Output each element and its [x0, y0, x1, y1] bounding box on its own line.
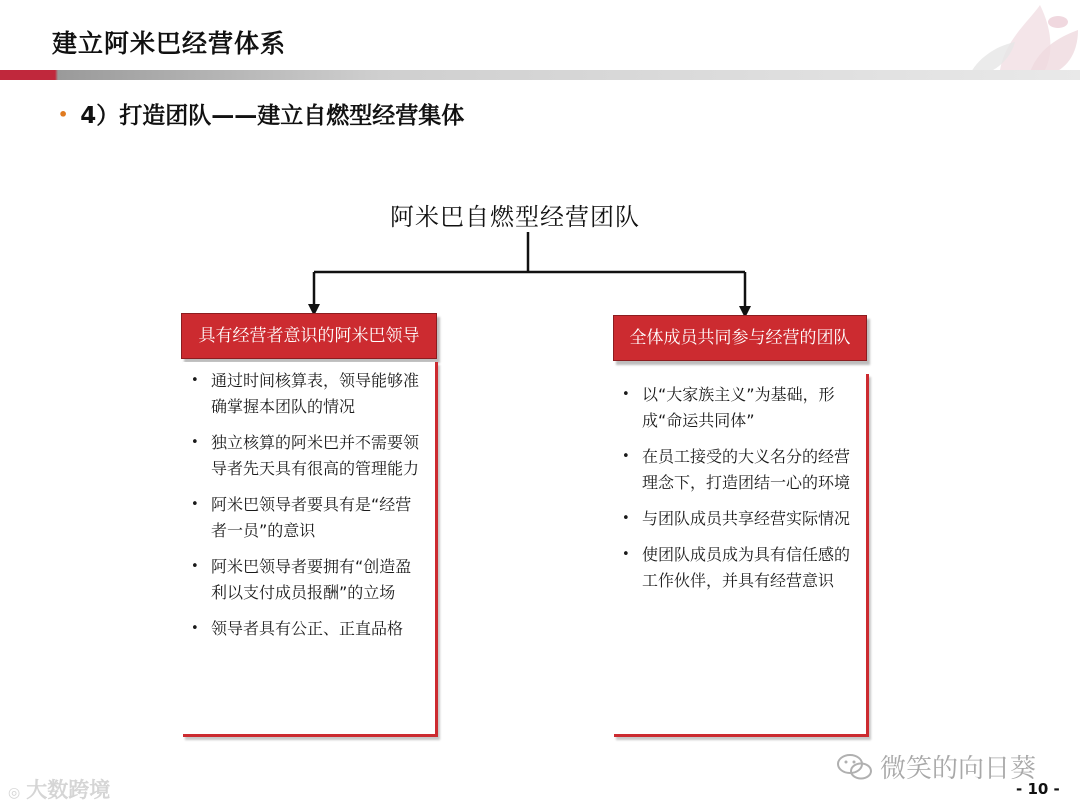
- page-number: - 10 -: [1016, 780, 1060, 798]
- left-item-list: [183, 362, 435, 642]
- list-item: • 阿米巴领导者要拥有“创造盈利以支付成员报酬”的立场: [183, 554, 425, 606]
- right-box-heading: 全体成员共同参与经营的团队: [613, 315, 867, 361]
- bullet-marker: •: [622, 511, 630, 526]
- slide-title: 建立阿米巴经营体系: [52, 29, 287, 58]
- left-box-heading: 具有经营者意识的阿米巴领导: [181, 313, 437, 359]
- wechat-account-name: 微笑的向日葵: [880, 754, 1037, 784]
- watermark-logo-icon: ◎: [8, 785, 21, 801]
- right-item-list: [614, 374, 866, 594]
- list-item: • 使团队成员成为具有信任感的工作伙伴，并具有经营意识: [614, 542, 856, 594]
- subtitle-bullet: •: [58, 105, 69, 124]
- list-item: • 独立核算的阿米巴并不需要领导者先天具有很高的管理能力: [183, 430, 425, 482]
- list-item: • 在员工接受的大义名分的经营理念下，打造团结一心的环境: [614, 444, 856, 496]
- list-item: • 领导者具有公正、正直品格: [183, 616, 425, 642]
- bullet-marker: •: [622, 387, 630, 402]
- diagram-root-title: 阿米巴自燃型经营团队: [390, 203, 640, 231]
- bullet-marker: •: [622, 547, 630, 562]
- list-item: • 阿米巴领导者要具有是“经营者一员”的意识: [183, 492, 425, 544]
- list-item: • 以“大家族主义”为基础，形成“命运共同体”: [614, 382, 856, 434]
- list-item: • 通过时间核算表，领导能够准确掌握本团队的情况: [183, 368, 425, 420]
- bullet-marker: •: [191, 497, 199, 512]
- bullet-marker: •: [622, 449, 630, 464]
- list-item: • 与团队成员共享经营实际情况: [614, 506, 856, 532]
- wechat-icon: [836, 752, 874, 782]
- right-panel: [614, 374, 869, 737]
- bullet-marker: •: [191, 373, 199, 388]
- bullet-marker: •: [191, 621, 199, 636]
- watermark-text: ◎ 大数跨境: [8, 778, 111, 802]
- bullet-marker: •: [191, 435, 199, 450]
- subtitle-text: 4）打造团队——建立自燃型经营集体: [80, 103, 465, 129]
- left-panel: [183, 362, 438, 737]
- bullet-marker: •: [191, 559, 199, 574]
